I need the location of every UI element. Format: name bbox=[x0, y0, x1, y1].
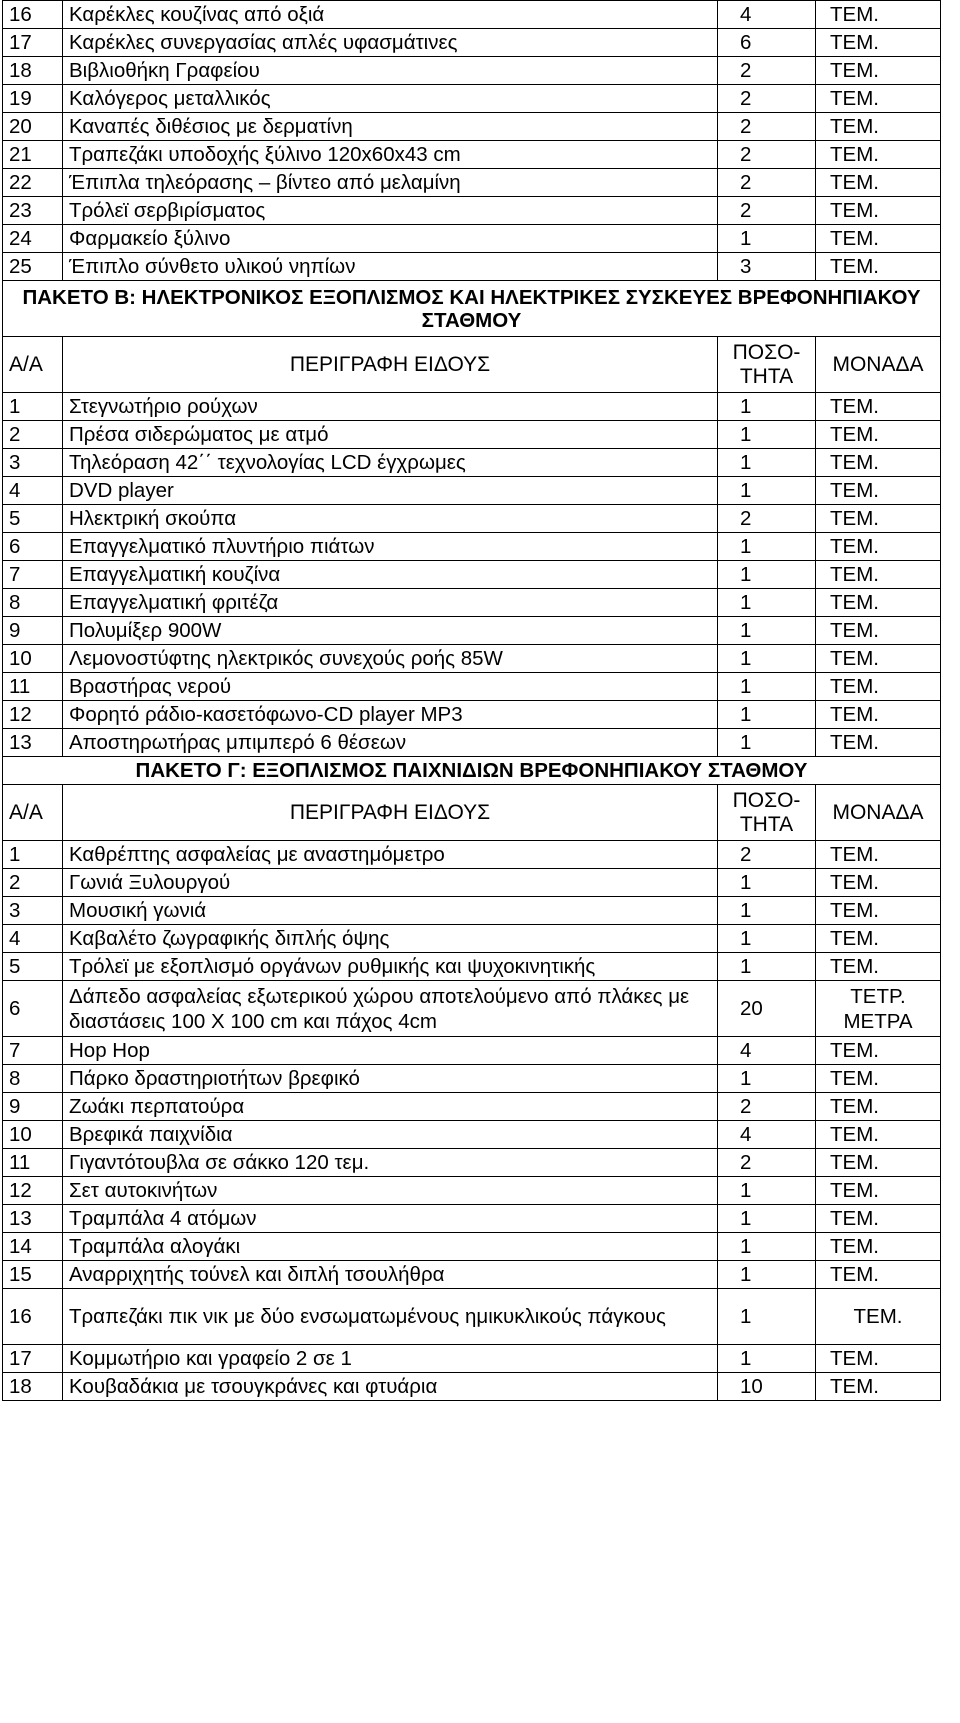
item-unit: ΤΕΜ. bbox=[816, 225, 941, 253]
table-row bbox=[3, 953, 941, 981]
item-unit: ΤΕΜ. bbox=[816, 869, 941, 897]
item-description: Βραστήρας νερού bbox=[63, 673, 718, 701]
item-unit: ΤΕΜ. bbox=[816, 589, 941, 617]
item-number: 10 bbox=[3, 645, 63, 673]
item-number: 9 bbox=[3, 617, 63, 645]
item-number: 23 bbox=[3, 197, 63, 225]
item-quantity: 1 bbox=[718, 225, 816, 253]
item-description: Επαγγελματική φριτέζα bbox=[63, 589, 718, 617]
table-row bbox=[3, 1065, 941, 1093]
item-unit: ΤΕΜ. bbox=[816, 617, 941, 645]
header-aa: Α/Α bbox=[3, 785, 63, 841]
item-description: Πρέσα σιδερώματος με ατμό bbox=[63, 421, 718, 449]
item-unit: ΤΕΜ. bbox=[816, 1121, 941, 1149]
item-description: Τραμπάλα 4 ατόμων bbox=[63, 1205, 718, 1233]
item-unit: ΤΕΜ. bbox=[816, 113, 941, 141]
item-description: Γωνιά Ξυλουργού bbox=[63, 869, 718, 897]
item-unit: ΤΕΜ. bbox=[816, 57, 941, 85]
table-row bbox=[3, 1261, 941, 1289]
item-unit: ΤΕΜ. bbox=[816, 449, 941, 477]
item-number: 17 bbox=[3, 1345, 63, 1373]
table-row bbox=[3, 393, 941, 421]
table-row bbox=[3, 1177, 941, 1205]
item-quantity: 4 bbox=[718, 1121, 816, 1149]
item-quantity: 2 bbox=[718, 169, 816, 197]
table-row bbox=[3, 869, 941, 897]
item-quantity: 2 bbox=[718, 841, 816, 869]
item-number: 18 bbox=[3, 57, 63, 85]
table-row bbox=[3, 29, 941, 57]
item-number: 4 bbox=[3, 477, 63, 505]
item-unit: ΤΕΜ. bbox=[816, 1093, 941, 1121]
table-row bbox=[3, 1149, 941, 1177]
table-row bbox=[3, 533, 941, 561]
table-row bbox=[3, 225, 941, 253]
item-number: 1 bbox=[3, 393, 63, 421]
section-title-row bbox=[3, 281, 941, 337]
section-title: ΠΑΚΕΤΟ Β: ΗΛΕΚΤΡΟΝΙΚΟΣ ΕΞΟΠΛΙΣΜΟΣ ΚΑΙ ΗΛΕΚΤΡΙΚΕΣ ΣΥΣΚΕΥΕΣ ΒΡΕΦΟΝΗΠΙΑΚΟΥ ΣΤΑΘΜΟΥ bbox=[3, 281, 941, 337]
table-row bbox=[3, 449, 941, 477]
item-quantity: 2 bbox=[718, 505, 816, 533]
item-description: Πάρκο δραστηριοτήτων βρεφικό bbox=[63, 1065, 718, 1093]
item-unit: ΤΕΜ. bbox=[816, 1233, 941, 1261]
item-unit: ΤΕΜ. bbox=[816, 673, 941, 701]
table-row bbox=[3, 505, 941, 533]
item-description: Επαγγελματική κουζίνα bbox=[63, 561, 718, 589]
table-row bbox=[3, 925, 941, 953]
item-number: 8 bbox=[3, 589, 63, 617]
item-number: 3 bbox=[3, 897, 63, 925]
item-unit: ΤΕΜ. bbox=[816, 897, 941, 925]
table-row bbox=[3, 57, 941, 85]
item-description: Τρόλεϊ με εξοπλισμό οργάνων ρυθμικής και ψυχοκινητικής bbox=[63, 953, 718, 981]
item-quantity: 1 bbox=[718, 1065, 816, 1093]
item-quantity: 4 bbox=[718, 1, 816, 29]
header-unit: ΜΟΝΑΔΑ bbox=[816, 337, 941, 393]
table-row bbox=[3, 1373, 941, 1401]
item-quantity: 1 bbox=[718, 393, 816, 421]
item-unit: ΤΕΜ. bbox=[816, 141, 941, 169]
table-header-row bbox=[3, 785, 941, 841]
table-row bbox=[3, 729, 941, 757]
item-number: 14 bbox=[3, 1233, 63, 1261]
item-quantity: 1 bbox=[718, 925, 816, 953]
item-unit: ΤΕΜ. bbox=[816, 1261, 941, 1289]
item-quantity: 1 bbox=[718, 869, 816, 897]
item-description: Καναπές διθέσιος με δερματίνη bbox=[63, 113, 718, 141]
table-row bbox=[3, 1, 941, 29]
item-description: Στεγνωτήριο ρούχων bbox=[63, 393, 718, 421]
item-unit: ΤΕΤΡ. ΜΕΤΡΑ bbox=[816, 981, 941, 1037]
item-number: 5 bbox=[3, 953, 63, 981]
item-description: Φορητό ράδιο-κασετόφωνο-CD player MP3 bbox=[63, 701, 718, 729]
item-quantity: 1 bbox=[718, 589, 816, 617]
item-description: Κουβαδάκια με τσουγκράνες και φτυάρια bbox=[63, 1373, 718, 1401]
item-number: 6 bbox=[3, 533, 63, 561]
table-row bbox=[3, 1093, 941, 1121]
item-description: Καλόγερος μεταλλικός bbox=[63, 85, 718, 113]
header-aa: Α/Α bbox=[3, 337, 63, 393]
item-description: Ηλεκτρική σκούπα bbox=[63, 505, 718, 533]
table-row bbox=[3, 477, 941, 505]
item-number: 21 bbox=[3, 141, 63, 169]
item-unit: ΤΕΜ. bbox=[816, 1205, 941, 1233]
table-row bbox=[3, 1121, 941, 1149]
item-unit: ΤΕΜ. bbox=[816, 1037, 941, 1065]
item-description: Δάπεδο ασφαλείας εξωτερικού χώρου αποτελούμενο από πλάκες με διαστάσεις 100 Χ 100 cm και πάχος 4cm bbox=[63, 981, 718, 1037]
item-quantity: 1 bbox=[718, 729, 816, 757]
item-description: Σετ αυτοκινήτων bbox=[63, 1177, 718, 1205]
item-unit: ΤΕΜ. bbox=[816, 477, 941, 505]
item-number: 16 bbox=[3, 1289, 63, 1345]
item-description: Λεμονοστύφτης ηλεκτρικός συνεχούς ροής 85W bbox=[63, 645, 718, 673]
item-description: Τρόλεϊ σερβιρίσματος bbox=[63, 197, 718, 225]
item-number: 3 bbox=[3, 449, 63, 477]
item-quantity: 3 bbox=[718, 253, 816, 281]
item-unit: ΤΕΜ. bbox=[816, 925, 941, 953]
table-row bbox=[3, 1289, 941, 1345]
item-unit: ΤΕΜ. bbox=[816, 253, 941, 281]
equipment-table-body bbox=[3, 1, 941, 1401]
item-unit: ΤΕΜ. bbox=[816, 1289, 941, 1345]
item-quantity: 20 bbox=[718, 981, 816, 1037]
table-row bbox=[3, 897, 941, 925]
item-unit: ΤΕΜ. bbox=[816, 29, 941, 57]
item-number: 8 bbox=[3, 1065, 63, 1093]
table-row bbox=[3, 1233, 941, 1261]
item-description: Τηλεόραση 42΄΄ τεχνολογίας LCD έγχρωμες bbox=[63, 449, 718, 477]
item-unit: ΤΕΜ. bbox=[816, 533, 941, 561]
item-quantity: 4 bbox=[718, 1037, 816, 1065]
item-number: 25 bbox=[3, 253, 63, 281]
item-unit: ΤΕΜ. bbox=[816, 1065, 941, 1093]
item-number: 15 bbox=[3, 1261, 63, 1289]
item-unit: ΤΕΜ. bbox=[816, 505, 941, 533]
item-number: 16 bbox=[3, 1, 63, 29]
table-row bbox=[3, 1345, 941, 1373]
item-quantity: 1 bbox=[718, 645, 816, 673]
item-quantity: 1 bbox=[718, 561, 816, 589]
item-description: Φαρμακείο ξύλινο bbox=[63, 225, 718, 253]
table-row bbox=[3, 113, 941, 141]
item-quantity: 2 bbox=[718, 197, 816, 225]
table-row bbox=[3, 673, 941, 701]
item-description: Πολυμίξερ 900W bbox=[63, 617, 718, 645]
table-row bbox=[3, 841, 941, 869]
item-description: Καρέκλες κουζίνας από οξιά bbox=[63, 1, 718, 29]
item-description: Καρέκλες συνεργασίας απλές υφασμάτινες bbox=[63, 29, 718, 57]
item-number: 10 bbox=[3, 1121, 63, 1149]
item-number: 9 bbox=[3, 1093, 63, 1121]
item-quantity: 1 bbox=[718, 1233, 816, 1261]
item-description: Βιβλιοθήκη Γραφείου bbox=[63, 57, 718, 85]
item-description: Μουσική γωνιά bbox=[63, 897, 718, 925]
item-quantity: 1 bbox=[718, 617, 816, 645]
item-number: 19 bbox=[3, 85, 63, 113]
equipment-table bbox=[2, 0, 941, 1401]
item-quantity: 1 bbox=[718, 477, 816, 505]
item-quantity: 1 bbox=[718, 701, 816, 729]
item-description: Βρεφικά παιχνίδια bbox=[63, 1121, 718, 1149]
item-number: 20 bbox=[3, 113, 63, 141]
item-description: Τραπεζάκι πικ νικ με δύο ενσωματωμένους ημικυκλικούς πάγκους bbox=[63, 1289, 718, 1345]
item-unit: ΤΕΜ. bbox=[816, 561, 941, 589]
item-description: Τραπεζάκι υποδοχής ξύλινο 120x60x43 cm bbox=[63, 141, 718, 169]
section-title: ΠΑΚΕΤΟ Γ: ΕΞΟΠΛΙΣΜΟΣ ΠΑΙΧΝΙΔΙΩΝ ΒΡΕΦΟΝΗΠΙΑΚΟΥ ΣΤΑΘΜΟΥ bbox=[3, 757, 941, 785]
item-quantity: 10 bbox=[718, 1373, 816, 1401]
item-unit: ΤΕΜ. bbox=[816, 1345, 941, 1373]
item-quantity: 2 bbox=[718, 141, 816, 169]
item-number: 2 bbox=[3, 869, 63, 897]
item-number: 1 bbox=[3, 841, 63, 869]
table-row bbox=[3, 981, 941, 1037]
table-row bbox=[3, 141, 941, 169]
table-row bbox=[3, 645, 941, 673]
item-description: Hop Hop bbox=[63, 1037, 718, 1065]
item-number: 2 bbox=[3, 421, 63, 449]
item-description: Επαγγελματικό πλυντήριο πιάτων bbox=[63, 533, 718, 561]
item-quantity: 2 bbox=[718, 1093, 816, 1121]
table-row bbox=[3, 561, 941, 589]
item-description: Αναρριχητής τούνελ και διπλή τσουλήθρα bbox=[63, 1261, 718, 1289]
item-number: 7 bbox=[3, 561, 63, 589]
item-quantity: 1 bbox=[718, 673, 816, 701]
item-unit: ΤΕΜ. bbox=[816, 729, 941, 757]
item-description: Έπιπλα τηλεόρασης – βίντεο από μελαμίνη bbox=[63, 169, 718, 197]
item-number: 4 bbox=[3, 925, 63, 953]
item-number: 13 bbox=[3, 729, 63, 757]
item-unit: ΤΕΜ. bbox=[816, 393, 941, 421]
item-description: Αποστηρωτήρας μπιμπερό 6 θέσεων bbox=[63, 729, 718, 757]
item-unit: ΤΕΜ. bbox=[816, 701, 941, 729]
item-quantity: 1 bbox=[718, 1205, 816, 1233]
item-number: 11 bbox=[3, 673, 63, 701]
table-row bbox=[3, 1037, 941, 1065]
item-number: 24 bbox=[3, 225, 63, 253]
table-row bbox=[3, 169, 941, 197]
section-title-row bbox=[3, 757, 941, 785]
item-number: 11 bbox=[3, 1149, 63, 1177]
item-description: Γιγαντότουβλα σε σάκκο 120 τεμ. bbox=[63, 1149, 718, 1177]
item-unit: ΤΕΜ. bbox=[816, 1149, 941, 1177]
item-number: 5 bbox=[3, 505, 63, 533]
item-description: Κομμωτήριο και γραφείο 2 σε 1 bbox=[63, 1345, 718, 1373]
table-row bbox=[3, 253, 941, 281]
item-unit: ΤΕΜ. bbox=[816, 1177, 941, 1205]
item-quantity: 1 bbox=[718, 449, 816, 477]
item-quantity: 2 bbox=[718, 1149, 816, 1177]
header-description: ΠΕΡΙΓΡΑΦΗ ΕΙΔΟΥΣ bbox=[63, 337, 718, 393]
item-quantity: 1 bbox=[718, 1289, 816, 1345]
item-quantity: 1 bbox=[718, 1177, 816, 1205]
item-number: 13 bbox=[3, 1205, 63, 1233]
item-unit: ΤΕΜ. bbox=[816, 645, 941, 673]
item-quantity: 2 bbox=[718, 113, 816, 141]
item-description: DVD player bbox=[63, 477, 718, 505]
header-description: ΠΕΡΙΓΡΑΦΗ ΕΙΔΟΥΣ bbox=[63, 785, 718, 841]
table-row bbox=[3, 617, 941, 645]
item-quantity: 1 bbox=[718, 1345, 816, 1373]
table-row bbox=[3, 421, 941, 449]
item-description: Τραμπάλα αλογάκι bbox=[63, 1233, 718, 1261]
header-quantity: ΠΟΣΟ-ΤΗΤΑ bbox=[718, 337, 816, 393]
table-row bbox=[3, 1205, 941, 1233]
item-number: 17 bbox=[3, 29, 63, 57]
item-number: 7 bbox=[3, 1037, 63, 1065]
item-number: 22 bbox=[3, 169, 63, 197]
item-unit: ΤΕΜ. bbox=[816, 1373, 941, 1401]
item-unit: ΤΕΜ. bbox=[816, 1, 941, 29]
item-quantity: 2 bbox=[718, 57, 816, 85]
header-unit: ΜΟΝΑΔΑ bbox=[816, 785, 941, 841]
table-row bbox=[3, 701, 941, 729]
table-row bbox=[3, 85, 941, 113]
item-number: 12 bbox=[3, 701, 63, 729]
item-quantity: 1 bbox=[718, 953, 816, 981]
item-number: 6 bbox=[3, 981, 63, 1037]
item-number: 12 bbox=[3, 1177, 63, 1205]
item-quantity: 1 bbox=[718, 421, 816, 449]
item-unit: ΤΕΜ. bbox=[816, 953, 941, 981]
item-unit: ΤΕΜ. bbox=[816, 85, 941, 113]
item-unit: ΤΕΜ. bbox=[816, 197, 941, 225]
table-row bbox=[3, 589, 941, 617]
item-unit: ΤΕΜ. bbox=[816, 841, 941, 869]
item-number: 18 bbox=[3, 1373, 63, 1401]
item-description: Έπιπλο σύνθετο υλικού νηπίων bbox=[63, 253, 718, 281]
item-quantity: 1 bbox=[718, 533, 816, 561]
item-quantity: 2 bbox=[718, 85, 816, 113]
item-unit: ΤΕΜ. bbox=[816, 169, 941, 197]
header-quantity: ΠΟΣΟ-ΤΗΤΑ bbox=[718, 785, 816, 841]
item-unit: ΤΕΜ. bbox=[816, 421, 941, 449]
item-quantity: 1 bbox=[718, 897, 816, 925]
item-quantity: 1 bbox=[718, 1261, 816, 1289]
item-quantity: 6 bbox=[718, 29, 816, 57]
item-description: Καβαλέτο ζωγραφικής διπλής όψης bbox=[63, 925, 718, 953]
table-row bbox=[3, 197, 941, 225]
table-header-row bbox=[3, 337, 941, 393]
item-description: Ζωάκι περπατούρα bbox=[63, 1093, 718, 1121]
item-description: Καθρέπτης ασφαλείας με αναστημόμετρο bbox=[63, 841, 718, 869]
